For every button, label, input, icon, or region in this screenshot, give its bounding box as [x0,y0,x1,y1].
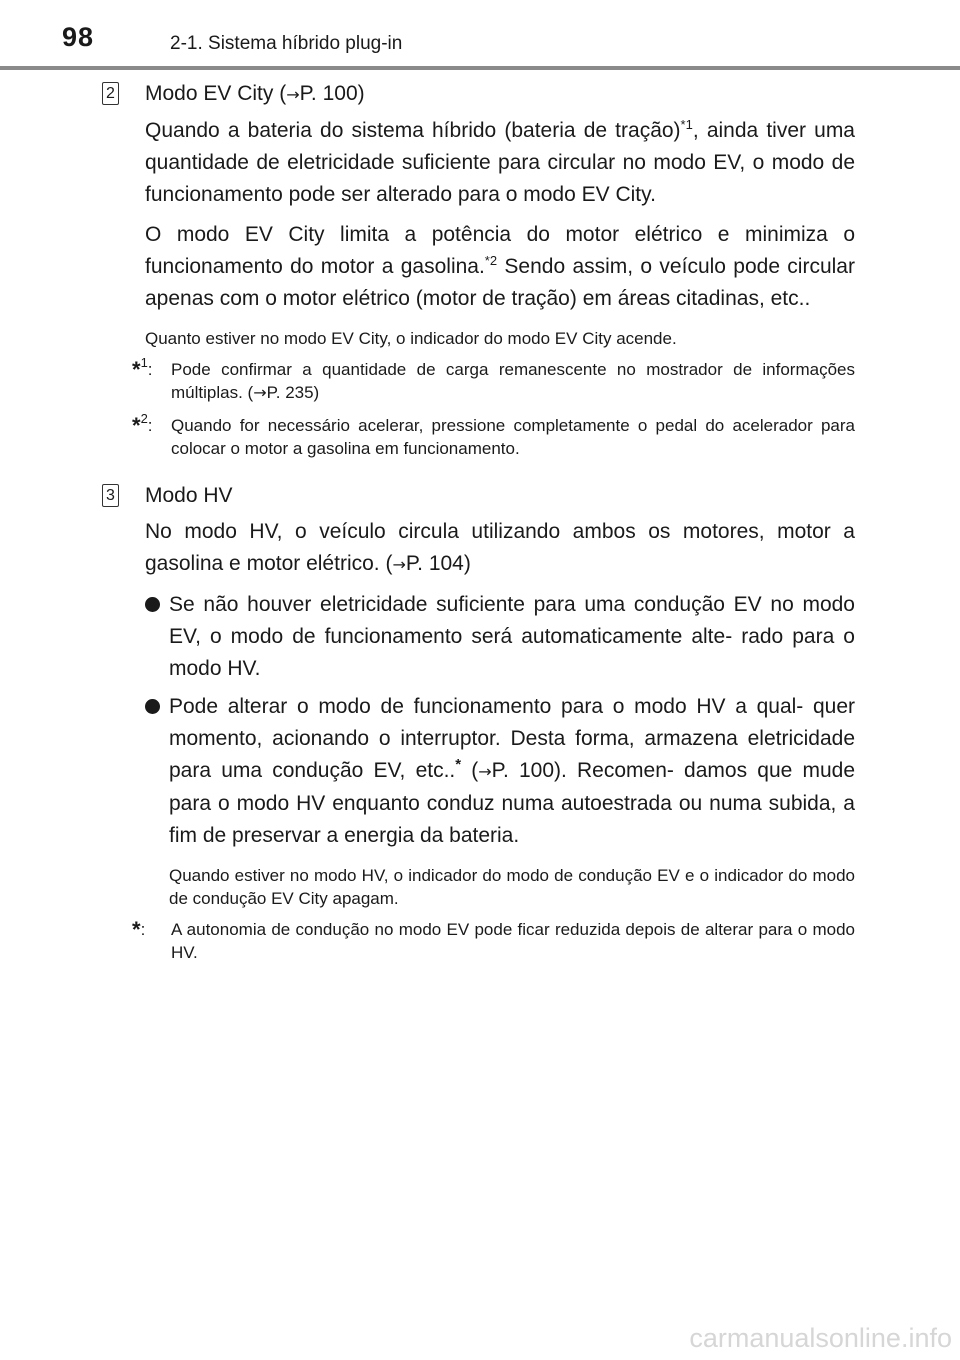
footnote-marker: *: [132,917,146,942]
paragraph [145,219,855,315]
arrow-right-icon: → [392,555,406,574]
arrow-right-icon: → [478,762,492,781]
paragraph-text: Quando a bateria do sistema híbrido (bateria de tração) [145,119,681,142]
footnote-ref: *1 [680,117,693,132]
note-text: Quanto estiver no modo EV City, o indicador do modo EV City acende. [145,329,677,348]
bullet-item [145,691,855,852]
title-text: Modo EV City ( [145,82,287,105]
paragraph [145,516,855,581]
bullet-icon [145,699,160,714]
note-text: Quando estiver no modo HV, o indicador do modo de condução EV e o indicador do modo de condução EV City apagam. [169,866,855,908]
footnote-text: A autonomia de condução no modo EV pode ficar reduzida depois de alterar para o modo HV. [171,920,855,962]
arrow-right-icon: → [286,85,300,104]
footnote-marker: *$^2$: [132,411,153,438]
bullet-text: ( [461,759,479,782]
footnote-marker: *$^1$: [132,355,153,382]
footnote-text: Pode confirmar a quantidade de carga remanescente no mostrador de informações múltiplas. ( [171,360,855,402]
item-title: Modo HV [145,484,233,507]
page-header [0,0,960,70]
watermark-text: carmanualsonline.info [689,1323,952,1353]
paragraph-text: , ainda tiver uma quantidade de eletricidade suficiente para circular no modo EV, o modo de funcionamento pode ser alterado para o modo EV City. [145,119,855,206]
bullet-item [145,589,855,685]
asterisk-icon: * [132,413,141,438]
asterisk-icon: * [132,917,141,942]
bullet-text: Pode alterar o modo de funcionamento para o modo HV a qual- quer momento, acionando o interruptor. Desta forma, armazena eletricidade para uma condução EV, etc.. [169,695,855,782]
paragraph-text: O modo EV City limita a potência do motor elétrico e minimiza o funcionamento do motor a gasolina. [145,223,855,278]
page-number: 98 [62,22,95,52]
page-content [106,80,855,974]
bullet-icon [145,597,160,612]
item-title [145,80,855,109]
page-reference-link[interactable]: P. 104) [405,552,471,575]
footnote-ref: * [455,756,462,773]
arrow-right-icon: → [253,383,267,402]
section-title: 2-1. Sistema híbrido plug-in [170,33,403,54]
paragraph-text: Sendo assim, o veículo pode circular apenas com o motor elétrico (motor de tração) em áreas citadinas, etc.. [145,255,855,310]
item-ev-city-mode [106,80,855,460]
page-reference-link[interactable]: P. 100) [299,82,365,105]
paragraph-text: No modo HV, o veículo circula utilizando ambos os motores, motor a gasolina e motor elétrico. ( [145,520,855,575]
page-reference-link[interactable]: P. 235) [266,383,320,402]
item-number-badge: 2 [102,82,119,105]
bullet-text: Se não houver eletricidade suficiente para uma condução EV no modo EV, o modo de funcionamento será automaticamente alte- rado para o modo HV. [169,593,855,680]
page-reference-link[interactable]: P. 100). Recomen- damos que mude para o modo HV enquanto conduz numa autoestrada ou numa subida, a fim de preservar a energia da bateria. [169,759,855,847]
paragraph [145,115,855,211]
item-number-badge: 3 [102,484,119,507]
footnote-number: 2 [140,411,148,426]
footnote [132,411,855,460]
footnote [132,917,855,964]
footnote [132,355,855,404]
header-divider [0,66,960,70]
footnote-number: 1 [140,355,148,370]
asterisk-icon: * [132,357,141,382]
item-hv-mode [106,482,855,964]
footnote-text: Quando for necessário acelerar, pressione completamente o pedal do acelerador para colocar o motor a gasolina em funcionamento. [171,416,855,458]
footnote-ref: *2 [484,253,498,268]
